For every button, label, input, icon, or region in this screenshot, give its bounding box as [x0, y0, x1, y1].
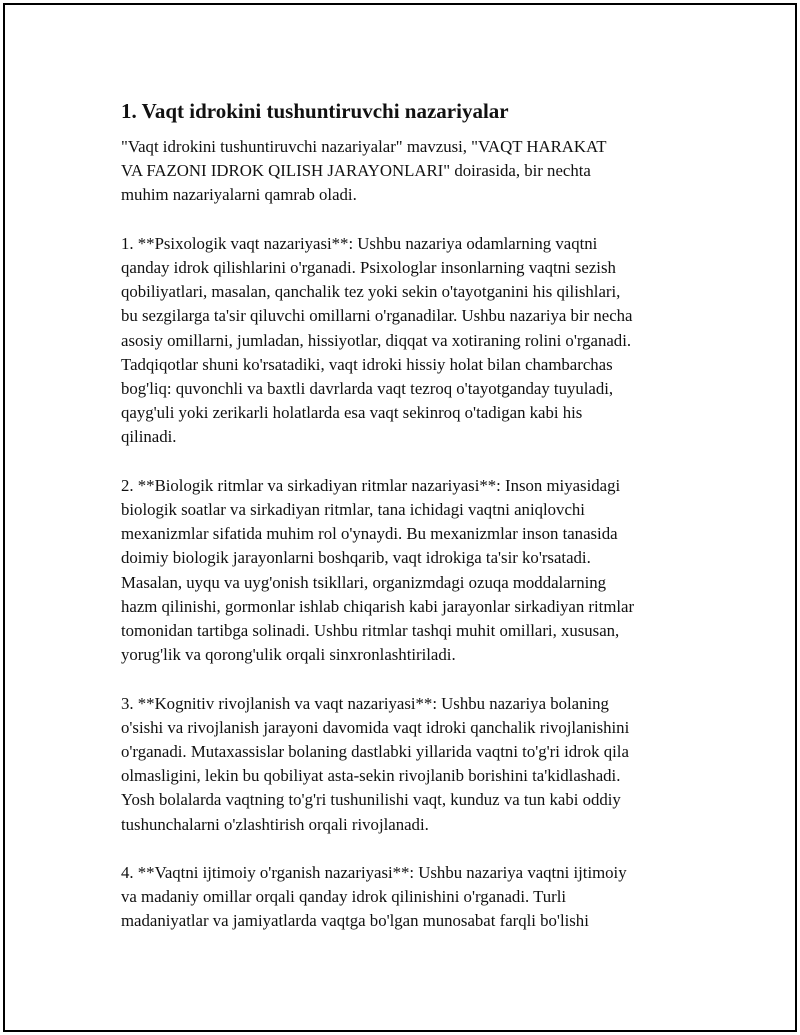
text-line: 2. **Biologik ritmlar va sirkadiyan ritmlar nazariyasi**: Inson miyasidagi — [121, 475, 621, 495]
text-line: doimiy biologik jarayonlarni boshqarib, vaqt idrokiga ta'sir ko'rsatadi. — [121, 548, 591, 568]
text-line: qilinadi. — [121, 427, 177, 447]
text-line: 4. **Vaqtni ijtimoiy o'rganish nazariyasi**: Ushbu nazariya vaqtni ijtimoiy — [121, 863, 627, 883]
text-line: bu sezgilarga ta'sir qiluvchi omillarni o'rganadilar. Ushbu nazariya bir necha — [121, 306, 633, 326]
text-line: Masalan, uyqu va uyg'onish tsikllari, organizmdagi ozuqa moddalarning — [121, 572, 607, 592]
text-line: va madaniy omillar orqali qanday idrok qilinishini o'rganadi. Turli — [121, 887, 567, 907]
theory-paragraph-biological — [121, 474, 691, 668]
text-line: bog'liq: quvonchli va baxtli davrlarda vaqt tezroq o'tayotganday tuyuladi, — [121, 379, 614, 399]
text-line: tomonidan tartibga solinadi. Ushbu ritmlar tashqi muhit omillari, xususan, — [121, 621, 620, 641]
text-line: o'sishi va rivojlanish jarayoni davomida vaqt idroki qanchalik rivojlanishini — [121, 717, 630, 737]
text-line: muhim nazariyalarni qamrab oladi. — [121, 185, 357, 205]
theory-paragraph-social — [121, 861, 691, 934]
text-line: madaniyatlar va jamiyatlarda vaqtga bo'lgan munosabat farqli bo'lishi — [121, 911, 589, 931]
text-line: tushunchalarni o'zlashtirish orqali rivojlanadi. — [121, 814, 429, 834]
text-line: Tadqiqotlar shuni ko'rsatadiki, vaqt idroki hissiy holat bilan chambarchas — [121, 354, 613, 374]
text-line: 3. **Kognitiv rivojlanish va vaqt nazariyasi**: Ushbu nazariya bolaning — [121, 693, 609, 713]
text-line: Yosh bolalarda vaqtning to'g'ri tushunilishi vaqt, kunduz va tun kabi oddiy — [121, 790, 621, 810]
text-line: qobiliyatlari, masalan, qanchalik tez yoki sekin o'tayotganini his qilishlari, — [121, 282, 621, 302]
text-line: o'rganadi. Mutaxassislar bolaning dastlabki yillarida vaqtni to'g'ri idrok qila — [121, 742, 629, 762]
text-line: biologik soatlar va sirkadiyan ritmlar, tana ichidagi vaqtni aniqlovchi — [121, 500, 585, 520]
text-line: mexanizmlar sifatida muhim rol o'ynaydi. Bu mexanizmlar inson tanasida — [121, 524, 618, 544]
text-line: VA FAZONI IDROK QILISH JARAYONLARI" doirasida, bir nechta — [121, 161, 591, 181]
text-line: olmasligini, lekin bu qobiliyat asta-sekin rivojlanib borishini ta'kidlashadi. — [121, 766, 621, 786]
theory-paragraph-cognitive — [121, 692, 691, 837]
theory-paragraph-psychological — [121, 232, 691, 450]
text-line: yorug'lik va qorong'ulik orqali sinxronlashtiriladi. — [121, 645, 456, 665]
text-line: "Vaqt idrokini tushuntiruvchi nazariyalar" mavzusi, "VAQT HARAKAT — [121, 137, 607, 156]
text-line: 1. **Psixologik vaqt nazariyasi**: Ushbu nazariya odamlarning vaqtni — [121, 233, 598, 253]
text-line: asosiy omillarni, jumladan, hissiyotlar, diqqat va xotiraning rolini o'rganadi. — [121, 330, 632, 350]
text-line: hazm qilinishi, gormonlar ishlab chiqarish kabi jarayonlar sirkadiyan ritmlar — [121, 596, 635, 616]
page-frame — [3, 3, 797, 1032]
section-title: 1. Vaqt idrokini tushuntiruvchi nazariyalar — [121, 99, 509, 123]
intro-paragraph — [121, 135, 691, 208]
text-line: qanday idrok qilishlarini o'rganadi. Psixologlar insonlarning vaqtni sezish — [121, 258, 616, 277]
text-line: qayg'uli yoki zerikarli holatlarda esa vaqt sekinroq o'tadigan kabi his — [121, 403, 583, 423]
document-body — [121, 97, 691, 958]
